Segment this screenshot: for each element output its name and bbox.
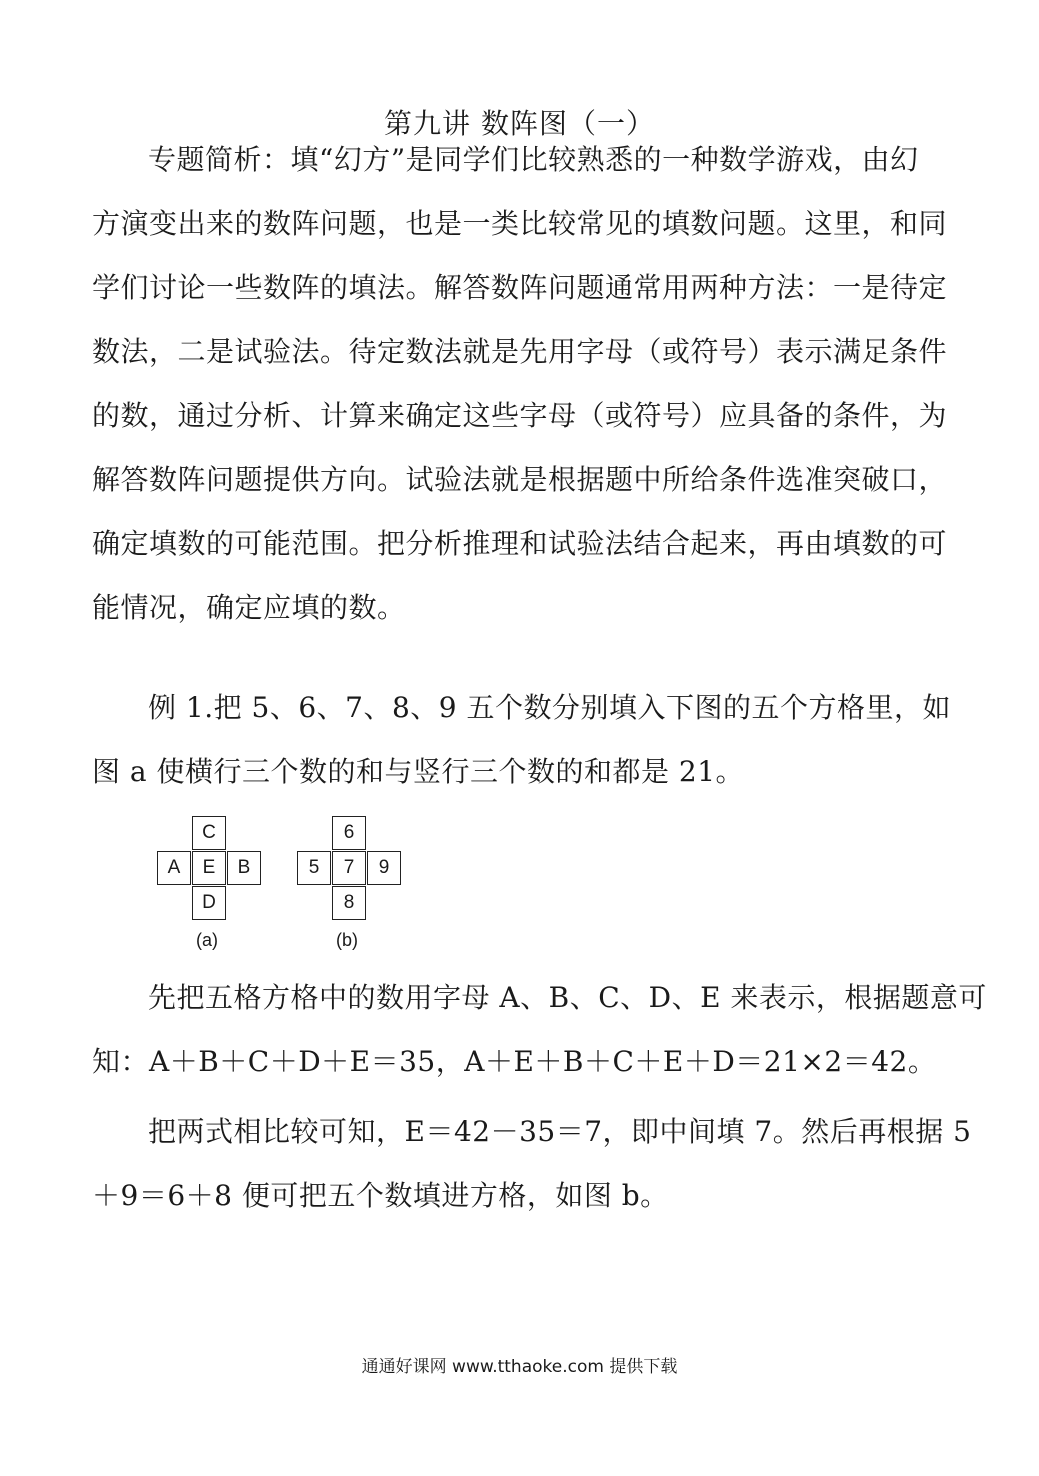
text-line: 图 a 使横行三个数的和与竖行三个数的和都是 21。 <box>92 755 745 788</box>
text-line: 学们讨论一些数阵的填法。解答数阵问题通常用两种方法：一是待定 <box>92 271 948 304</box>
text-line: 能情况，确定应填的数。 <box>92 591 406 624</box>
text-line: 解答数阵问题提供方向。试验法就是根据题中所给条件选准突破口， <box>92 463 948 496</box>
text-line: 方演变出来的数阵问题，也是一类比较常见的填数问题。这里，和同 <box>92 207 948 240</box>
example-paragraph <box>92 676 952 804</box>
text-line: 数法，二是试验法。待定数法就是先用字母（或符号）表示满足条件 <box>92 335 948 368</box>
text-line: 的数，通过分析、计算来确定这些字母（或符号）应具备的条件，为 <box>92 399 948 432</box>
cell-right: B <box>227 851 261 885</box>
solution-paragraph-1 <box>92 966 987 1094</box>
intro-paragraph <box>92 128 952 640</box>
cell-top: C <box>192 816 226 850</box>
text-line: 例 1.把 5、6、7、8、9 五个数分别填入下图的五个方格里，如 <box>148 691 951 724</box>
cell-top: 6 <box>332 816 366 850</box>
figure-caption: (a) <box>196 930 218 950</box>
cell-left: 5 <box>297 851 331 885</box>
text-line: ＋9＝6＋8 便可把五个数填进方格，如图 b。 <box>92 1179 669 1212</box>
solution-paragraph-2 <box>92 1100 972 1228</box>
text-line: 专题简析：填“幻方”是同学们比较熟悉的一种数学游戏，由幻 <box>148 143 919 176</box>
cell-center: 7 <box>332 851 366 885</box>
figure-caption: (b) <box>336 930 358 950</box>
page-title: 第九讲 数阵图（一） <box>384 107 655 140</box>
cell-bottom: D <box>192 886 226 920</box>
cell-left: A <box>157 851 191 885</box>
text-line: 把两式相比较可知，E＝42－35＝7，即中间填 7。然后再根据 5 <box>148 1115 972 1148</box>
cell-right: 9 <box>367 851 401 885</box>
text-line: 知：A＋B＋C＋D＋E＝35，A＋E＋B＋C＋E＋D＝21×2＝42。 <box>92 1045 937 1078</box>
text-line: 先把五格方格中的数用字母 A、B、C、D、E 来表示，根据题意可 <box>148 981 987 1014</box>
cell-center: E <box>192 851 226 885</box>
cell-bottom: 8 <box>332 886 366 920</box>
text-line: 确定填数的可能范围。把分析推理和试验法结合起来，再由填数的可 <box>92 527 948 560</box>
page-footer: 通通好课网 www.tthaoke.com 提供下载 <box>361 1357 678 1377</box>
